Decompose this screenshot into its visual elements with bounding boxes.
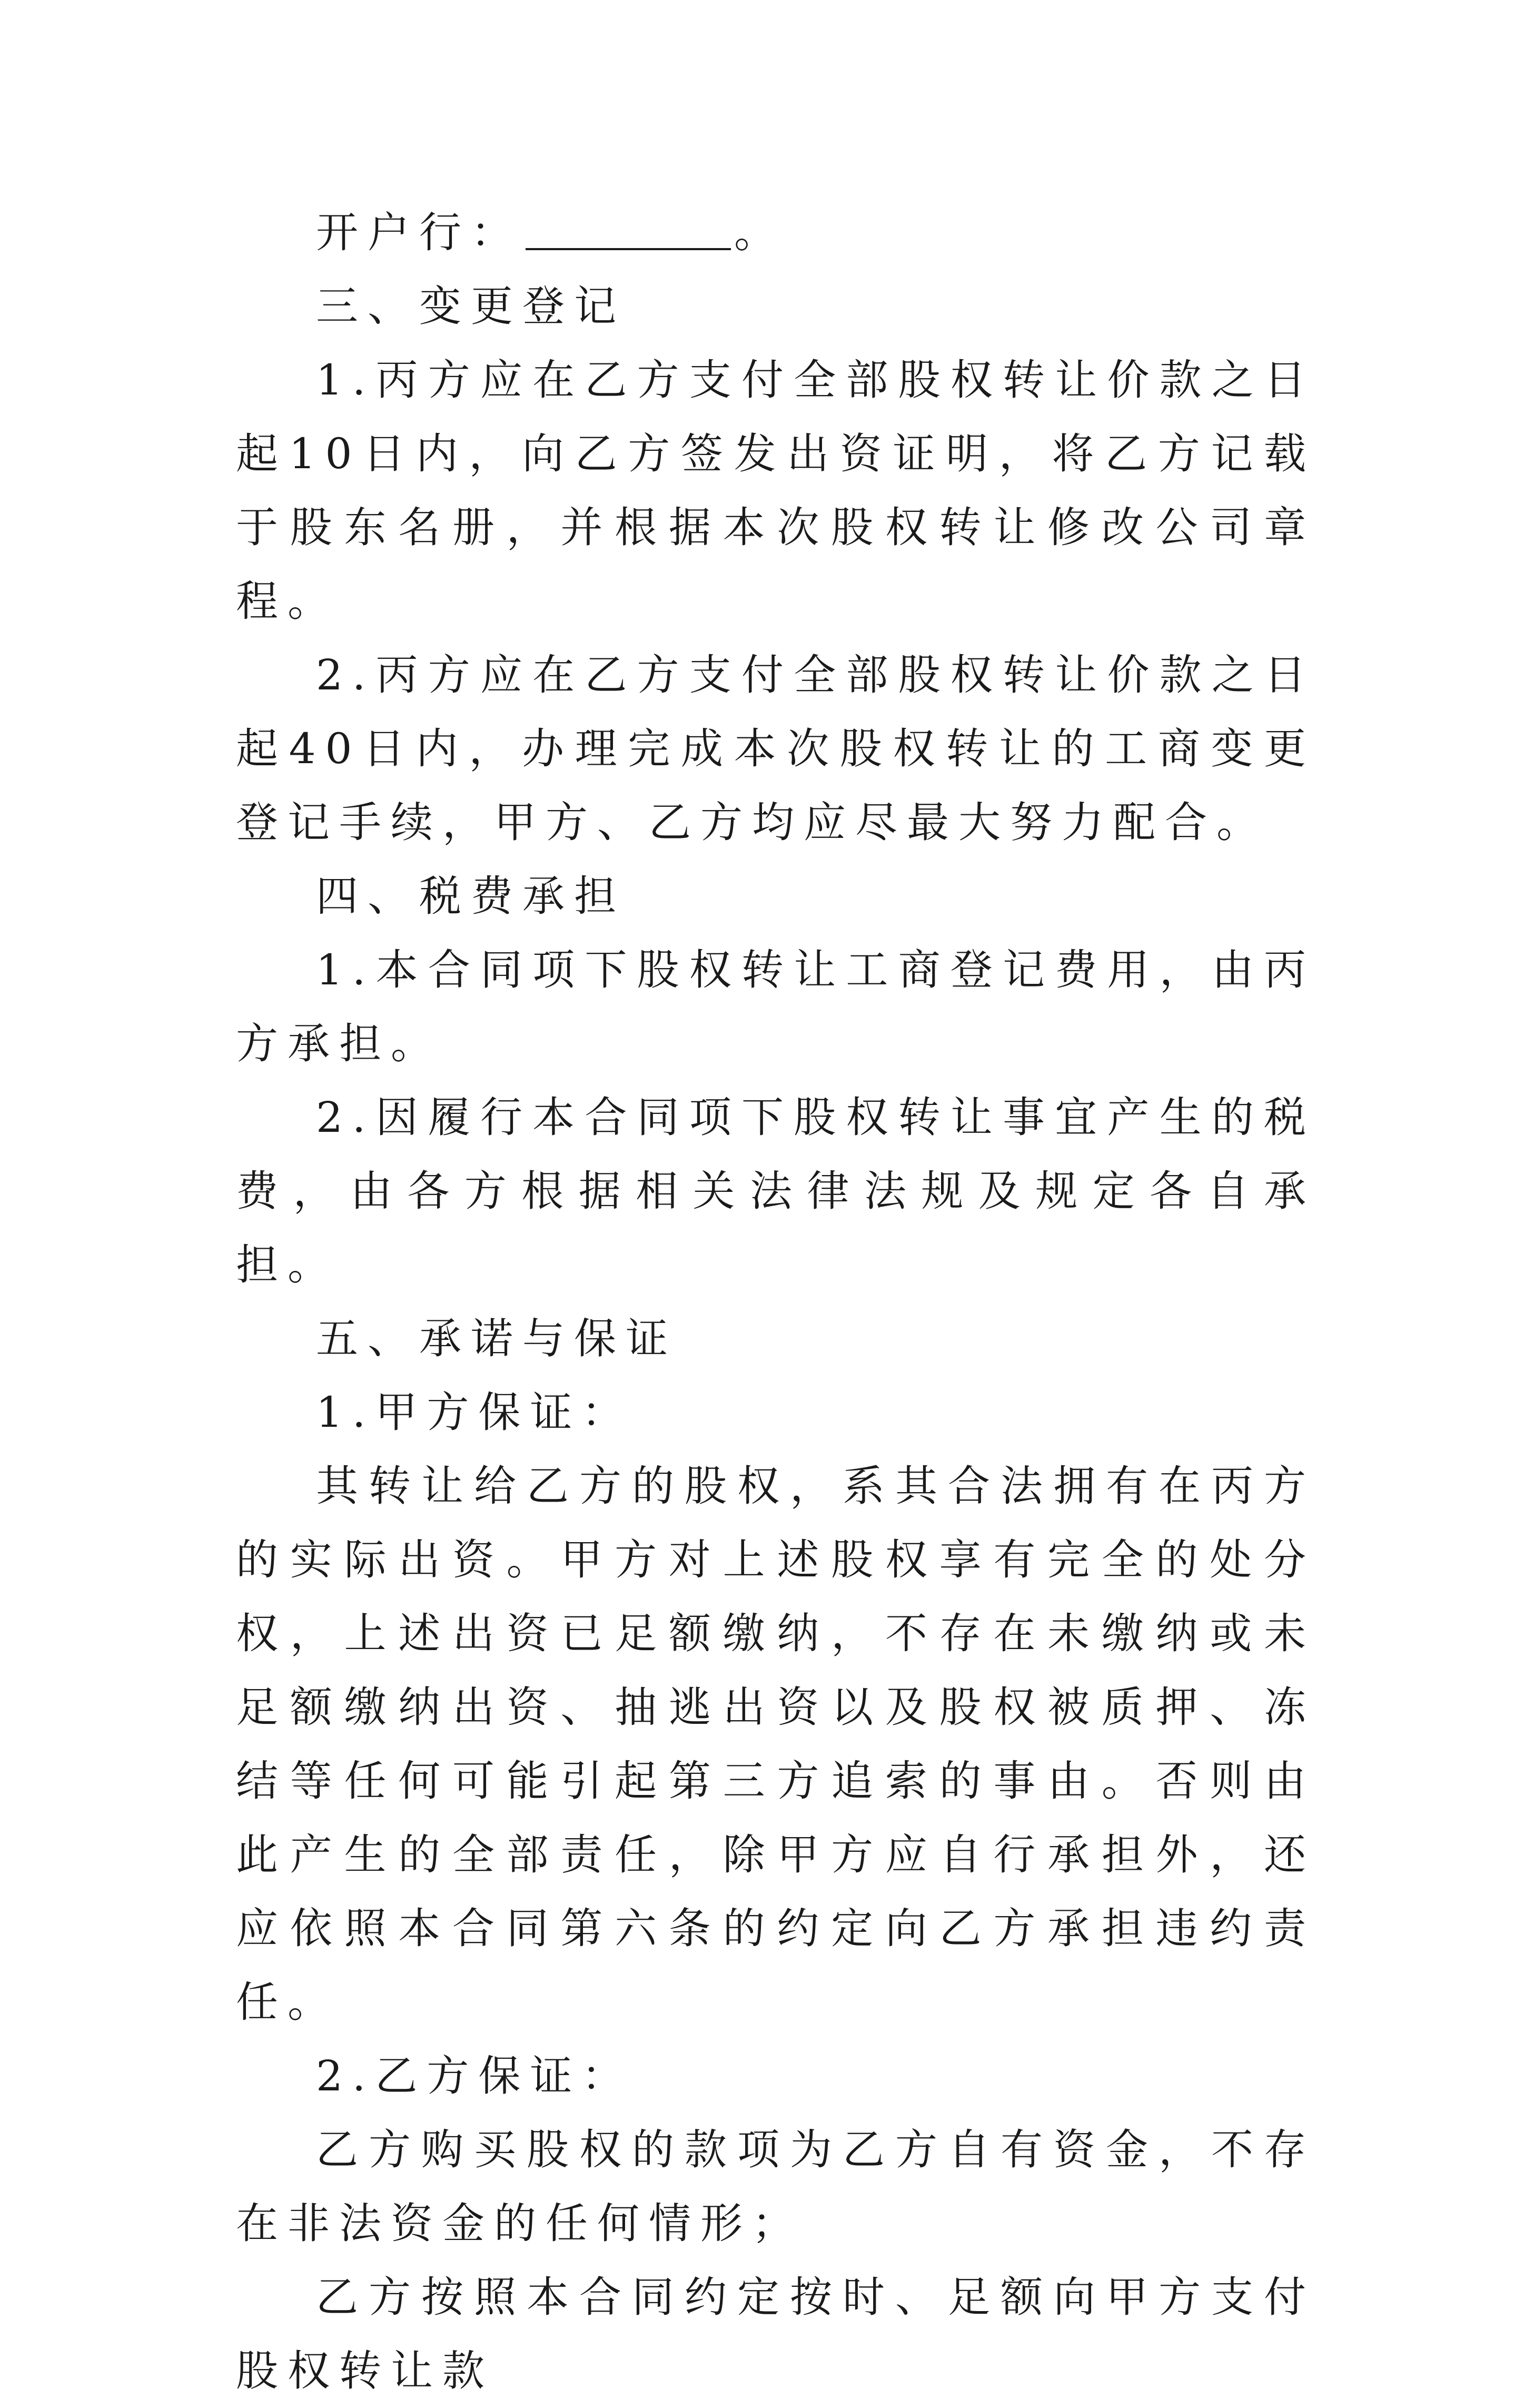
clause-4-2: 2.因履行本合同项下股权转让事宜产生的税费，由各方根据相关法律法规及规定各自承担。 <box>236 1093 1315 1289</box>
clause-5-1-detail: 其转让给乙方的股权，系其合法拥有在丙方的实际出资。甲方对上述股权享有完全的处分权，上述出资已足额缴纳，不存在未缴纳或未足额缴纳出资、抽逃出资以及股权被质押、冻结等任何可能引起第三方追索的事由。否则由此产生的全部责任，除甲方应自行承担外，还应依照本合同第六条的约定向乙方承担违约责任。 <box>236 1462 1315 2027</box>
bank-blank-field <box>526 206 731 250</box>
bank-label: 开户行： <box>316 208 522 257</box>
section-heading-warranties: 五、承诺与保证 <box>316 1314 677 1363</box>
bank-line <box>236 196 1315 270</box>
clause-4-1: 1.本合同项下股权转让工商登记费用，由丙方承担。 <box>236 945 1315 1068</box>
clause-5-2-detail-a: 乙方购买股权的款项为乙方自有资金，不存在非法资金的任何情形； <box>236 2125 1315 2248</box>
section-heading-taxes: 四、税费承担 <box>316 872 626 921</box>
clause-3-1: 1.丙方应在乙方支付全部股权转让价款之日起10日内，向乙方签发出资证明，将乙方记载于股东名册，并根据本次股权转让修改公司章程。 <box>236 356 1315 626</box>
clause-5-2-detail-b: 乙方按照本合同约定按时、足额向甲方支付股权转让款 <box>236 2273 1315 2395</box>
section-heading-registration: 三、变更登记 <box>316 282 626 331</box>
clause-5-2: 2.乙方保证： <box>316 2051 634 2100</box>
clause-5-1: 1.甲方保证： <box>316 1388 634 1437</box>
document-body <box>236 196 1315 2408</box>
clause-3-2: 2.丙方应在乙方支付全部股权转让价款之日起40日内，办理完成本次股权转让的工商变更登记手续，甲方、乙方均应尽最大努力配合。 <box>236 650 1315 847</box>
bank-period: 。 <box>734 208 786 257</box>
